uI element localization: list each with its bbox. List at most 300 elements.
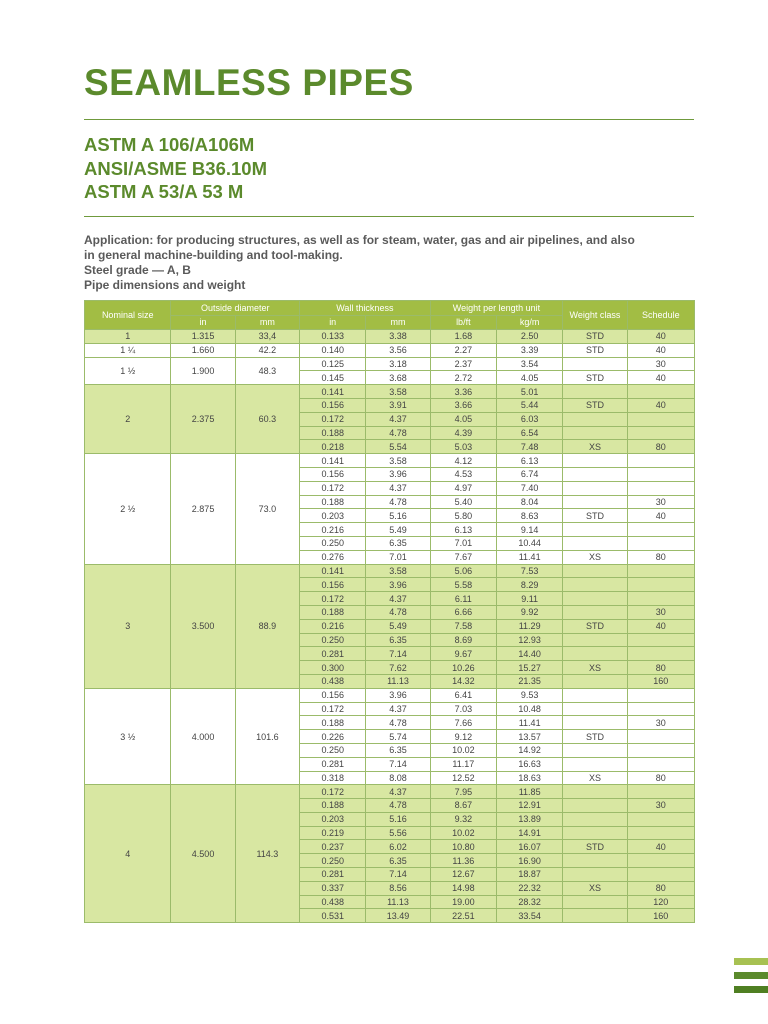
- schedule-cell: [627, 523, 694, 537]
- weight-class-cell: [563, 412, 627, 426]
- weight-class-cell: STD: [563, 371, 627, 385]
- wall-mm-cell: 11.13: [366, 674, 430, 688]
- header-od-mm: mm: [235, 315, 299, 330]
- schedule-cell: 40: [627, 398, 694, 412]
- table-row: [85, 357, 695, 371]
- weight-class-cell: XS: [563, 440, 627, 454]
- wall-mm-cell: 3.38: [366, 330, 430, 344]
- od-in-cell: 3.500: [171, 564, 235, 688]
- weight-lbft-cell: 3.36: [430, 385, 496, 399]
- weight-lbft-cell: 6.66: [430, 605, 496, 619]
- size-group: [85, 330, 695, 344]
- wall-in-cell: 0.203: [300, 509, 366, 523]
- weight-lbft-cell: 4.12: [430, 454, 496, 468]
- weight-class-cell: [563, 385, 627, 399]
- weight-class-cell: STD: [563, 730, 627, 744]
- header-weight-lbft: lb/ft: [430, 315, 496, 330]
- wall-in-cell: 0.281: [300, 868, 366, 882]
- weight-kgm-cell: 11.41: [496, 550, 562, 564]
- wall-in-cell: 0.250: [300, 854, 366, 868]
- weight-lbft-cell: 1.68: [430, 330, 496, 344]
- nominal-size-cell: 1 ½: [85, 357, 171, 385]
- corner-stripe: [734, 972, 768, 979]
- schedule-cell: [627, 536, 694, 550]
- schedule-cell: 40: [627, 840, 694, 854]
- wall-mm-cell: 3.18: [366, 357, 430, 371]
- weight-lbft-cell: 5.80: [430, 509, 496, 523]
- weight-class-cell: [563, 647, 627, 661]
- wall-mm-cell: 4.78: [366, 426, 430, 440]
- schedule-cell: [627, 633, 694, 647]
- weight-class-cell: [563, 426, 627, 440]
- schedule-cell: [627, 578, 694, 592]
- weight-class-cell: [563, 633, 627, 647]
- schedule-cell: [627, 730, 694, 744]
- standard-line: ASTM A 106/A106M: [84, 134, 255, 155]
- wall-mm-cell: 3.96: [366, 578, 430, 592]
- wall-mm-cell: 4.37: [366, 481, 430, 495]
- size-group: [85, 785, 695, 923]
- schedule-cell: 40: [627, 330, 694, 344]
- standards-list: [84, 133, 267, 204]
- wall-mm-cell: 7.14: [366, 647, 430, 661]
- header-nominal-size: Nominal size: [85, 301, 171, 330]
- weight-kgm-cell: 5.44: [496, 398, 562, 412]
- table-row: [85, 785, 695, 799]
- wall-in-cell: 0.188: [300, 799, 366, 813]
- weight-kgm-cell: 8.29: [496, 578, 562, 592]
- weight-kgm-cell: 22.32: [496, 881, 562, 895]
- weight-class-cell: STD: [563, 509, 627, 523]
- wall-mm-cell: 3.58: [366, 454, 430, 468]
- wall-in-cell: 0.250: [300, 633, 366, 647]
- weight-class-cell: [563, 495, 627, 509]
- wall-mm-cell: 6.35: [366, 854, 430, 868]
- wall-in-cell: 0.188: [300, 426, 366, 440]
- wall-mm-cell: 5.16: [366, 812, 430, 826]
- schedule-cell: [627, 481, 694, 495]
- wall-in-cell: 0.156: [300, 467, 366, 481]
- weight-lbft-cell: 2.37: [430, 357, 496, 371]
- nominal-size-cell: 1: [85, 330, 171, 344]
- weight-class-cell: XS: [563, 661, 627, 675]
- wall-in-cell: 0.125: [300, 357, 366, 371]
- size-group: [85, 343, 695, 357]
- weight-class-cell: [563, 702, 627, 716]
- od-in-cell: 2.875: [171, 454, 235, 564]
- schedule-cell: [627, 785, 694, 799]
- weight-lbft-cell: 10.80: [430, 840, 496, 854]
- weight-class-cell: [563, 357, 627, 371]
- wall-mm-cell: 4.78: [366, 605, 430, 619]
- weight-lbft-cell: 5.06: [430, 564, 496, 578]
- weight-lbft-cell: 7.01: [430, 536, 496, 550]
- wall-mm-cell: 3.56: [366, 343, 430, 357]
- wall-mm-cell: 8.56: [366, 881, 430, 895]
- wall-in-cell: 0.141: [300, 385, 366, 399]
- wall-in-cell: 0.156: [300, 398, 366, 412]
- wall-mm-cell: 4.37: [366, 412, 430, 426]
- weight-lbft-cell: 19.00: [430, 895, 496, 909]
- table-caption: Pipe dimensions and weight: [84, 278, 246, 292]
- weight-class-cell: [563, 536, 627, 550]
- weight-class-cell: STD: [563, 840, 627, 854]
- weight-class-cell: [563, 578, 627, 592]
- nominal-size-cell: 2: [85, 385, 171, 454]
- standards-divider: [84, 216, 694, 217]
- weight-class-cell: [563, 605, 627, 619]
- schedule-cell: 80: [627, 440, 694, 454]
- table-row: [85, 385, 695, 399]
- weight-kgm-cell: 6.54: [496, 426, 562, 440]
- weight-kgm-cell: 18.63: [496, 771, 562, 785]
- wall-in-cell: 0.300: [300, 661, 366, 675]
- intro-text: [84, 233, 694, 293]
- weight-class-cell: [563, 481, 627, 495]
- schedule-cell: 160: [627, 909, 694, 923]
- wall-in-cell: 0.226: [300, 730, 366, 744]
- weight-lbft-cell: 3.66: [430, 398, 496, 412]
- schedule-cell: [627, 688, 694, 702]
- weight-class-cell: [563, 826, 627, 840]
- schedule-cell: [627, 647, 694, 661]
- weight-kgm-cell: 9.92: [496, 605, 562, 619]
- wall-in-cell: 0.438: [300, 895, 366, 909]
- wall-mm-cell: 4.78: [366, 716, 430, 730]
- nominal-size-cell: 4: [85, 785, 171, 923]
- header-weight-per-length: Weight per length unit: [430, 301, 563, 316]
- schedule-cell: 80: [627, 550, 694, 564]
- table-row: [85, 564, 695, 578]
- weight-class-cell: [563, 467, 627, 481]
- weight-kgm-cell: 14.40: [496, 647, 562, 661]
- schedule-cell: [627, 412, 694, 426]
- weight-kgm-cell: 9.53: [496, 688, 562, 702]
- wall-mm-cell: 6.35: [366, 743, 430, 757]
- schedule-cell: [627, 812, 694, 826]
- od-mm-cell: 33,4: [235, 330, 299, 344]
- wall-mm-cell: 7.14: [366, 757, 430, 771]
- wall-in-cell: 0.337: [300, 881, 366, 895]
- nominal-size-cell: 1 ¼: [85, 343, 171, 357]
- corner-stripe: [734, 986, 768, 993]
- schedule-cell: [627, 454, 694, 468]
- weight-kgm-cell: 13.89: [496, 812, 562, 826]
- wall-mm-cell: 4.78: [366, 799, 430, 813]
- wall-mm-cell: 8.08: [366, 771, 430, 785]
- weight-kgm-cell: 7.53: [496, 564, 562, 578]
- weight-lbft-cell: 9.67: [430, 647, 496, 661]
- wall-mm-cell: 7.14: [366, 868, 430, 882]
- schedule-cell: [627, 592, 694, 606]
- weight-kgm-cell: 10.48: [496, 702, 562, 716]
- weight-kgm-cell: 2.50: [496, 330, 562, 344]
- weight-class-cell: XS: [563, 771, 627, 785]
- weight-lbft-cell: 6.11: [430, 592, 496, 606]
- weight-lbft-cell: 6.13: [430, 523, 496, 537]
- standard-line: ASTM A 53/A 53 M: [84, 181, 244, 202]
- nominal-size-cell: 2 ½: [85, 454, 171, 564]
- schedule-cell: 40: [627, 619, 694, 633]
- wall-mm-cell: 5.54: [366, 440, 430, 454]
- wall-mm-cell: 4.78: [366, 495, 430, 509]
- od-mm-cell: 101.6: [235, 688, 299, 785]
- weight-lbft-cell: 2.27: [430, 343, 496, 357]
- table-row: [85, 688, 695, 702]
- weight-lbft-cell: 6.41: [430, 688, 496, 702]
- od-mm-cell: 42.2: [235, 343, 299, 357]
- weight-kgm-cell: 4.05: [496, 371, 562, 385]
- wall-mm-cell: 6.35: [366, 633, 430, 647]
- weight-lbft-cell: 12.52: [430, 771, 496, 785]
- schedule-cell: [627, 385, 694, 399]
- schedule-cell: 80: [627, 771, 694, 785]
- wall-mm-cell: 4.37: [366, 702, 430, 716]
- weight-lbft-cell: 12.67: [430, 868, 496, 882]
- schedule-cell: [627, 854, 694, 868]
- schedule-cell: 80: [627, 881, 694, 895]
- wall-in-cell: 0.141: [300, 564, 366, 578]
- weight-class-cell: [563, 757, 627, 771]
- wall-mm-cell: 4.37: [366, 785, 430, 799]
- wall-in-cell: 0.318: [300, 771, 366, 785]
- page-title: SEAMLESS PIPES: [84, 62, 414, 103]
- header-wall-thickness: Wall thickness: [300, 301, 431, 316]
- weight-kgm-cell: 6.13: [496, 454, 562, 468]
- wall-mm-cell: 7.62: [366, 661, 430, 675]
- weight-class-cell: STD: [563, 619, 627, 633]
- weight-kgm-cell: 13.57: [496, 730, 562, 744]
- weight-kgm-cell: 9.14: [496, 523, 562, 537]
- weight-class-cell: [563, 523, 627, 537]
- wall-in-cell: 0.216: [300, 523, 366, 537]
- wall-in-cell: 0.438: [300, 674, 366, 688]
- table-row: [85, 330, 695, 344]
- header-wt-in: in: [300, 315, 366, 330]
- size-group: [85, 688, 695, 785]
- od-in-cell: 2.375: [171, 385, 235, 454]
- wall-mm-cell: 5.56: [366, 826, 430, 840]
- weight-kgm-cell: 18.87: [496, 868, 562, 882]
- weight-lbft-cell: 8.67: [430, 799, 496, 813]
- weight-kgm-cell: 6.03: [496, 412, 562, 426]
- weight-class-cell: [563, 895, 627, 909]
- weight-lbft-cell: 5.40: [430, 495, 496, 509]
- weight-lbft-cell: 9.32: [430, 812, 496, 826]
- wall-mm-cell: 5.49: [366, 523, 430, 537]
- header-weight-class: Weight class: [563, 301, 627, 330]
- weight-lbft-cell: 11.17: [430, 757, 496, 771]
- schedule-cell: 160: [627, 674, 694, 688]
- weight-lbft-cell: 7.58: [430, 619, 496, 633]
- weight-lbft-cell: 4.53: [430, 467, 496, 481]
- weight-kgm-cell: 14.91: [496, 826, 562, 840]
- schedule-cell: 40: [627, 509, 694, 523]
- wall-in-cell: 0.172: [300, 592, 366, 606]
- weight-class-cell: STD: [563, 330, 627, 344]
- schedule-cell: [627, 426, 694, 440]
- wall-mm-cell: 6.35: [366, 536, 430, 550]
- weight-lbft-cell: 7.03: [430, 702, 496, 716]
- weight-lbft-cell: 14.32: [430, 674, 496, 688]
- size-group: [85, 385, 695, 454]
- wall-in-cell: 0.141: [300, 454, 366, 468]
- weight-kgm-cell: 10.44: [496, 536, 562, 550]
- weight-lbft-cell: 2.72: [430, 371, 496, 385]
- od-mm-cell: 73.0: [235, 454, 299, 564]
- weight-kgm-cell: 3.54: [496, 357, 562, 371]
- weight-class-cell: [563, 716, 627, 730]
- od-in-cell: 1.315: [171, 330, 235, 344]
- weight-class-cell: [563, 743, 627, 757]
- schedule-cell: 40: [627, 343, 694, 357]
- weight-kgm-cell: 11.85: [496, 785, 562, 799]
- pipe-dimensions-table: [84, 300, 695, 923]
- weight-lbft-cell: 4.97: [430, 481, 496, 495]
- standard-line: ANSI/ASME B36.10M: [84, 157, 267, 179]
- table-row: [85, 454, 695, 468]
- weight-lbft-cell: 7.67: [430, 550, 496, 564]
- od-in-cell: 4.500: [171, 785, 235, 923]
- weight-kgm-cell: 21.35: [496, 674, 562, 688]
- wall-mm-cell: 6.02: [366, 840, 430, 854]
- weight-class-cell: [563, 454, 627, 468]
- header-wt-mm: mm: [366, 315, 430, 330]
- weight-class-cell: [563, 909, 627, 923]
- schedule-cell: [627, 702, 694, 716]
- wall-mm-cell: 11.13: [366, 895, 430, 909]
- weight-kgm-cell: 7.48: [496, 440, 562, 454]
- schedule-cell: [627, 868, 694, 882]
- corner-stripe: [734, 958, 768, 965]
- application-text: in general machine-building and tool-making.: [84, 248, 343, 262]
- od-mm-cell: 48.3: [235, 357, 299, 385]
- header-outside-diameter: Outside diameter: [171, 301, 300, 316]
- schedule-cell: 120: [627, 895, 694, 909]
- weight-lbft-cell: 9.12: [430, 730, 496, 744]
- schedule-cell: [627, 743, 694, 757]
- weight-kgm-cell: 15.27: [496, 661, 562, 675]
- schedule-cell: 30: [627, 799, 694, 813]
- weight-kgm-cell: 11.29: [496, 619, 562, 633]
- schedule-cell: 40: [627, 371, 694, 385]
- schedule-cell: [627, 467, 694, 481]
- steel-grade-text: Steel grade — A, B: [84, 263, 191, 277]
- weight-kgm-cell: 6.74: [496, 467, 562, 481]
- header-od-in: in: [171, 315, 235, 330]
- od-in-cell: 1.660: [171, 343, 235, 357]
- weight-class-cell: [563, 674, 627, 688]
- weight-lbft-cell: 5.58: [430, 578, 496, 592]
- weight-kgm-cell: 12.91: [496, 799, 562, 813]
- header-schedule: Schedule: [627, 301, 694, 330]
- wall-in-cell: 0.133: [300, 330, 366, 344]
- wall-in-cell: 0.172: [300, 702, 366, 716]
- wall-mm-cell: 4.37: [366, 592, 430, 606]
- wall-mm-cell: 13.49: [366, 909, 430, 923]
- wall-in-cell: 0.145: [300, 371, 366, 385]
- wall-in-cell: 0.216: [300, 619, 366, 633]
- weight-lbft-cell: 7.95: [430, 785, 496, 799]
- weight-lbft-cell: 10.02: [430, 743, 496, 757]
- weight-class-cell: XS: [563, 550, 627, 564]
- table-header: [85, 301, 695, 330]
- weight-lbft-cell: 14.98: [430, 881, 496, 895]
- application-text: Application: for producing structures, as well as for steam, water, gas and air pipelines, and also: [84, 233, 635, 247]
- wall-in-cell: 0.172: [300, 481, 366, 495]
- weight-kgm-cell: 16.90: [496, 854, 562, 868]
- weight-class-cell: [563, 812, 627, 826]
- weight-kgm-cell: 33.54: [496, 909, 562, 923]
- weight-kgm-cell: 16.07: [496, 840, 562, 854]
- weight-class-cell: STD: [563, 343, 627, 357]
- od-in-cell: 4.000: [171, 688, 235, 785]
- weight-kgm-cell: 28.32: [496, 895, 562, 909]
- weight-class-cell: [563, 785, 627, 799]
- weight-lbft-cell: 11.36: [430, 854, 496, 868]
- wall-mm-cell: 3.96: [366, 688, 430, 702]
- schedule-cell: [627, 757, 694, 771]
- wall-in-cell: 0.281: [300, 757, 366, 771]
- weight-class-cell: [563, 854, 627, 868]
- wall-in-cell: 0.156: [300, 578, 366, 592]
- weight-kgm-cell: 14.92: [496, 743, 562, 757]
- weight-lbft-cell: 22.51: [430, 909, 496, 923]
- wall-in-cell: 0.188: [300, 495, 366, 509]
- wall-mm-cell: 3.58: [366, 564, 430, 578]
- weight-kgm-cell: 7.40: [496, 481, 562, 495]
- wall-in-cell: 0.156: [300, 688, 366, 702]
- schedule-cell: [627, 564, 694, 578]
- od-mm-cell: 60.3: [235, 385, 299, 454]
- weight-lbft-cell: 10.26: [430, 661, 496, 675]
- weight-class-cell: [563, 592, 627, 606]
- weight-class-cell: STD: [563, 398, 627, 412]
- weight-kgm-cell: 11.41: [496, 716, 562, 730]
- wall-mm-cell: 3.58: [366, 385, 430, 399]
- schedule-cell: 30: [627, 605, 694, 619]
- title-divider: [84, 119, 694, 120]
- weight-kgm-cell: 12.93: [496, 633, 562, 647]
- weight-class-cell: XS: [563, 881, 627, 895]
- wall-in-cell: 0.219: [300, 826, 366, 840]
- nominal-size-cell: 3: [85, 564, 171, 688]
- wall-in-cell: 0.276: [300, 550, 366, 564]
- wall-in-cell: 0.250: [300, 743, 366, 757]
- schedule-cell: 80: [627, 661, 694, 675]
- schedule-cell: 30: [627, 357, 694, 371]
- wall-in-cell: 0.218: [300, 440, 366, 454]
- wall-in-cell: 0.250: [300, 536, 366, 550]
- weight-class-cell: [563, 868, 627, 882]
- weight-lbft-cell: 8.69: [430, 633, 496, 647]
- wall-in-cell: 0.188: [300, 716, 366, 730]
- weight-kgm-cell: 16.63: [496, 757, 562, 771]
- weight-class-cell: [563, 799, 627, 813]
- wall-mm-cell: 5.49: [366, 619, 430, 633]
- wall-in-cell: 0.531: [300, 909, 366, 923]
- wall-in-cell: 0.172: [300, 412, 366, 426]
- wall-mm-cell: 3.68: [366, 371, 430, 385]
- table-row: [85, 343, 695, 357]
- wall-in-cell: 0.237: [300, 840, 366, 854]
- schedule-cell: 30: [627, 716, 694, 730]
- weight-kgm-cell: 3.39: [496, 343, 562, 357]
- od-in-cell: 1.900: [171, 357, 235, 385]
- header-weight-kgm: kg/m: [496, 315, 562, 330]
- weight-lbft-cell: 10.02: [430, 826, 496, 840]
- size-group: [85, 564, 695, 688]
